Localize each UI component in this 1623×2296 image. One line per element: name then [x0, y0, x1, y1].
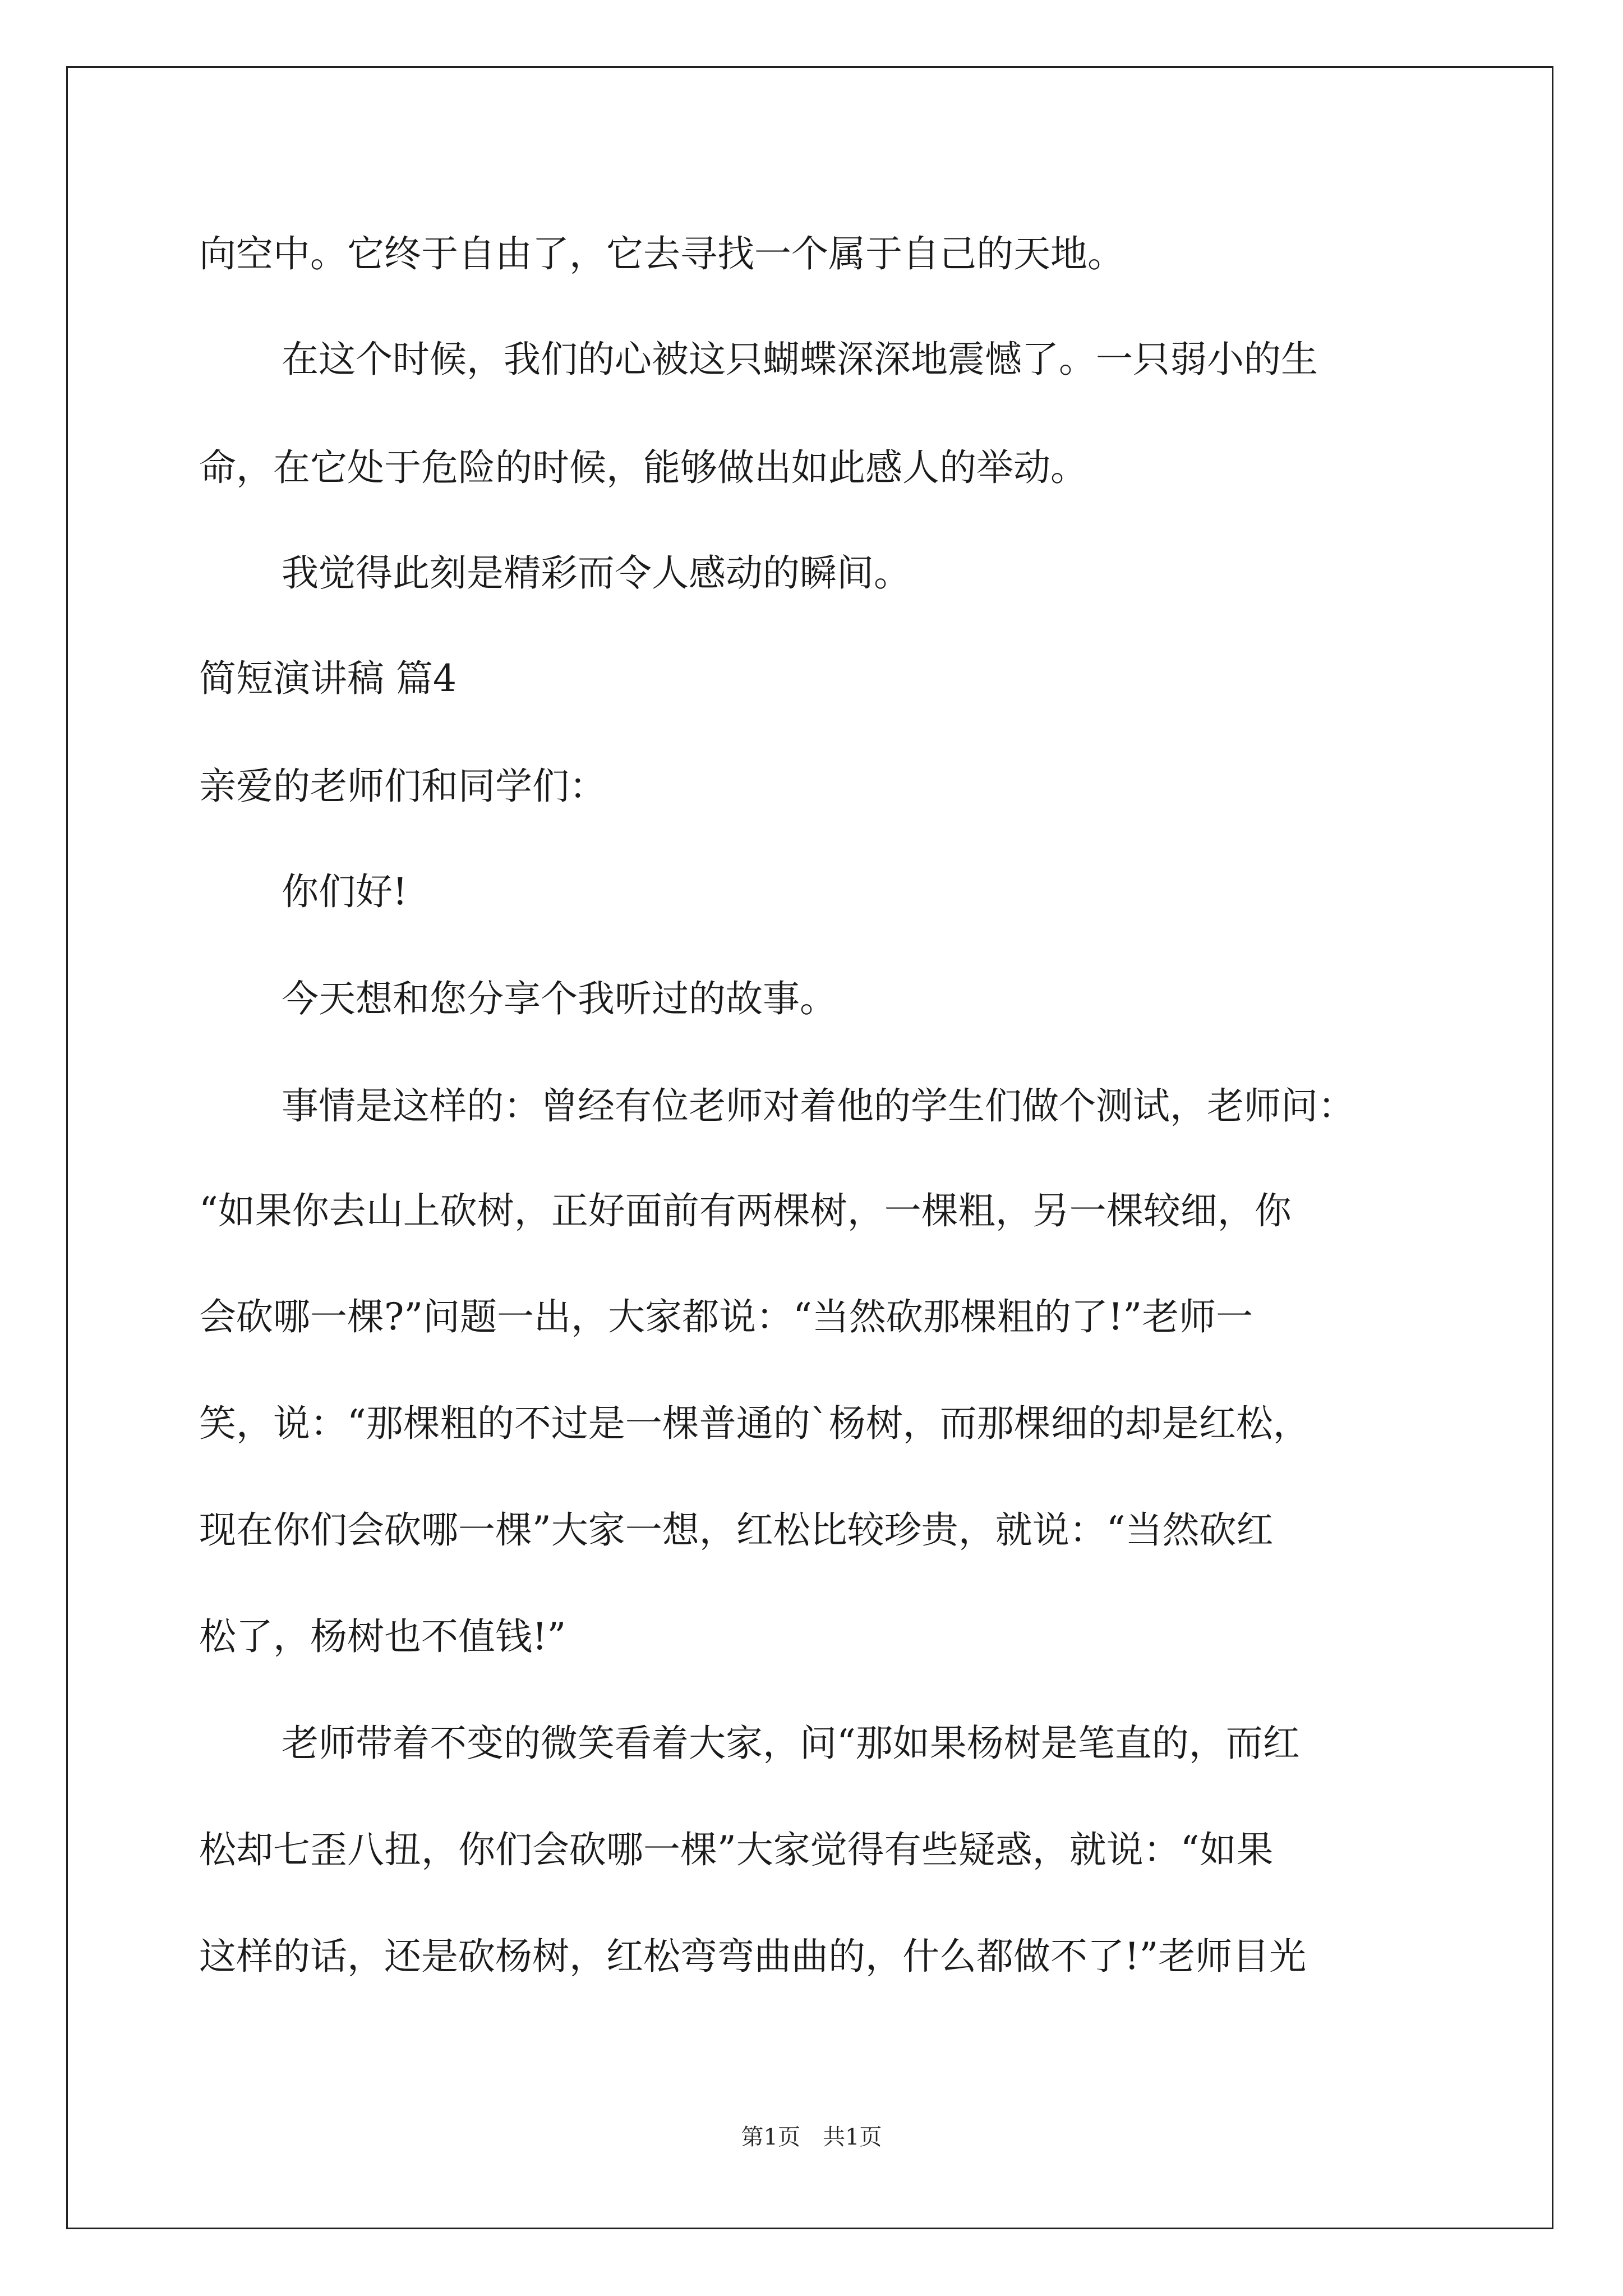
text-line: 现在你们会砍哪一棵”大家一想，红松比较珍贵，就说：“当然砍红	[199, 1508, 1274, 1552]
text-line: 这样的话，还是砍杨树，红松弯弯曲曲的，什么都做不了!”老师目光	[199, 1935, 1307, 1978]
text-line: 松了，杨树也不值钱!”	[199, 1615, 566, 1658]
section-heading: 简短演讲稿 篇4	[199, 657, 457, 700]
text-line: 命，在它处于危险的时候，能够做出如此感人的举动。	[199, 446, 1087, 489]
text-line: 笑，说：“那棵粗的不过是一棵普通的`杨树，而那棵细的却是红松，	[199, 1402, 1310, 1445]
text-line: 松却七歪八扭，你们会砍哪一棵”大家觉得有些疑惑，就说：“如果	[199, 1828, 1274, 1871]
text-line: 今天想和您分享个我听过的故事。	[282, 977, 837, 1020]
text-line: “如果你去山上砍树，正好面前有两棵树，一棵粗，另一棵较细，你	[199, 1189, 1292, 1232]
text-line: 在这个时候，我们的心被这只蝴蝶深深地震憾了。一只弱小的生	[282, 338, 1318, 381]
text-line: 我觉得此刻是精彩而令人感动的瞬间。	[282, 551, 911, 595]
salutation: 亲爱的老师们和同学们：	[199, 765, 606, 808]
text-line: 你们好!	[282, 870, 408, 913]
page-border	[66, 66, 1553, 2229]
text-line: 事情是这样的：曾经有位老师对着他的学生们做个测试，老师问：	[282, 1084, 1355, 1128]
text-line: 会砍哪一棵?”问题一出，大家都说：“当然砍那棵粗的了!”老师一	[199, 1295, 1253, 1338]
page-footer: 第1页 共1页	[741, 2124, 882, 2150]
text-line: 老师带着不变的微笑看着大家，问“那如果杨树是笔直的，而红	[282, 1722, 1300, 1765]
text-line: 向空中。它终于自由了，它去寻找一个属于自己的天地。	[199, 232, 1124, 275]
